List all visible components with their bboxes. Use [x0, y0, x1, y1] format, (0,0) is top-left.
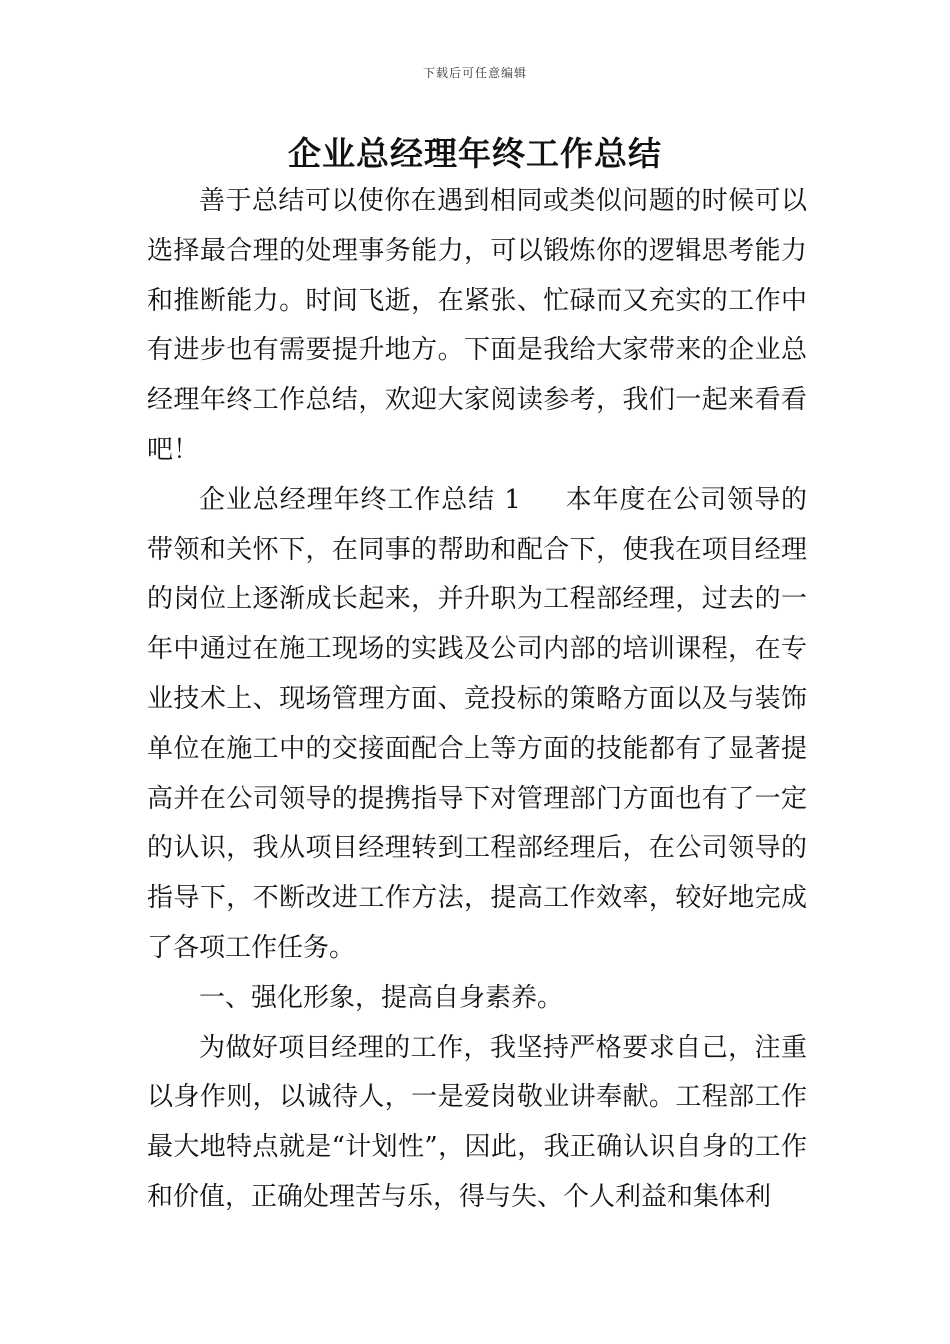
part1-paragraph	[147, 476, 807, 974]
intro-paragraph: 善于总结可以使你在遇到相同或类似问题的时候可以选择最合理的处理事务能力，可以锻炼你的逻辑思考能力和推断能力。时间飞逝，在紧张、忙碌而又充实的工作中有进步也有需要提升地方。下面是我给大家带来的企业总经理年终工作总结，欢迎大家阅读参考，我们一起来看看吧！	[147, 186, 807, 465]
document-body	[147, 177, 807, 1223]
part1-body: 本年度在公司领导的带领和关怀下，在同事的帮助和配合下，使我在项目经理的岗位上逐渐成长起来，并升职为工程部经理，过去的一年中通过在施工现场的实践及公司内部的培训课程，在专业技术上、现场管理方面、竞投标的策略方面以及与装饰单位在施工中的交接面配合上等方面的技能都有了显著提高并在公司领导的提携指导下对管理部门方面也有了一定的认识，我从项目经理转到工程部经理后，在公司领导的指导下，不断改进工作方法，提高工作效率，较好地完成了各项工作任务。	[147, 484, 807, 963]
part1-heading: 企业总经理年终工作总结 1	[199, 484, 521, 515]
document-title: 企业总经理年终工作总结	[288, 134, 662, 173]
header-note: 下载后可任意编辑	[422, 66, 527, 80]
section1-title: 一、强化形象，提高自身素养。	[199, 982, 564, 1013]
section1-paragraph: 为做好项目经理的工作，我坚持严格要求自己，注重以身作则，以诚待人，一是爱岗敬业讲奉献。工程部工作最大地特点就是“计划性”，因此，我正确认识自身的工作和价值，正确处理苦与乐，得与失、个人利益和集体利	[147, 1032, 807, 1212]
